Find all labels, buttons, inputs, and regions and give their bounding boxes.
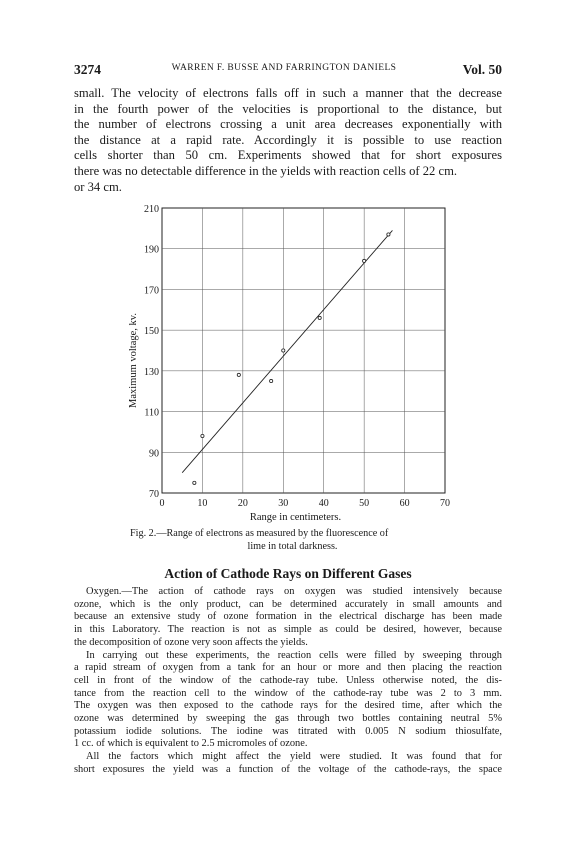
caption-line-2: lime in total darkness.: [247, 540, 338, 552]
caption-line-1: Fig. 2.—Range of electrons as measured by the fluorescence of: [130, 528, 389, 539]
y-tick-label: 70: [149, 489, 159, 500]
y-tick-label: 130: [144, 366, 159, 378]
intro-line: in the fourth power of the velocities is proportional to the distance, but: [74, 101, 502, 116]
y-axis-label: Maximum voltage, kv.: [128, 313, 139, 408]
body-text: [74, 586, 502, 777]
x-tick-label: 0: [159, 498, 165, 509]
x-tick-label: 20: [237, 498, 248, 509]
body-line: the decomposition of ozone very soon affects the yields.: [74, 636, 308, 648]
body-line: cell in front of the window of the cathode-ray tube. Unless otherwise noted, the dis-: [74, 674, 502, 686]
body-line: in this Laboratory. The reaction is not as simple as could be desired, however, because: [74, 624, 502, 636]
running-authors: WARREN F. BUSSE AND FARRINGTON DANIELS: [171, 63, 397, 73]
x-tick-label: 50: [359, 498, 370, 509]
intro-line: small. The velocity of electrons falls off in such a manner that the decrease: [74, 86, 502, 100]
intro-line: there was no detectable difference in the yields with reaction cells of 22 cm.: [74, 163, 458, 178]
plot-frame: [162, 208, 445, 493]
x-tick-label: 30: [278, 498, 289, 509]
x-tick-label: 40: [318, 498, 329, 509]
y-tick-label: 210: [144, 204, 159, 215]
x-tick-label: 60: [399, 498, 410, 509]
body-line: 1 cc. of which is equivalent to 2.5 micromoles of ozone.: [74, 738, 308, 750]
body-line: short exposures the yield was a function of the voltage of the cathode-rays, the space: [74, 763, 502, 775]
volume-number: Vol. 50: [462, 62, 502, 77]
body-line: because an extensive study of ozone formation in the electrical discharge has been made: [74, 611, 502, 623]
page-number: 3274: [74, 62, 101, 77]
data-point: [282, 349, 285, 352]
figure-caption: [130, 528, 455, 553]
body-line: In carrying out these experiments, the reaction cells were filled by sweeping through: [86, 649, 502, 661]
y-tick-label: 150: [144, 326, 159, 338]
data-point: [363, 259, 366, 262]
body-line: Oxygen.—The action of cathode rays on oxygen was studied intensively because: [86, 586, 502, 597]
data-point: [387, 233, 390, 236]
intro-line: cells shorter than 50 cm. Experiments showed that for short exposures: [74, 148, 502, 163]
data-point: [193, 481, 196, 484]
body-line: ozone was determined by sweeping the gas through two bottles containing neutral 5%: [74, 713, 502, 725]
body-line: ozone, which is the only product, can be determined accurately in small amounts and: [74, 598, 502, 610]
y-tick-label: 190: [144, 244, 159, 256]
x-tick-label: 10: [197, 498, 208, 509]
y-tick-label: 110: [144, 407, 159, 419]
y-tick-label: 90: [149, 448, 159, 460]
y-tick-label: 170: [144, 285, 159, 297]
data-point: [201, 434, 204, 437]
body-line: a rapid stream of oxygen from a tank for an hour or more and then placing the reaction: [74, 662, 502, 674]
intro-line: the number of electrons crossing a unit area decreases exponentially with: [74, 117, 502, 132]
intro-line: the distance at a rapid rate. Accordingly it is possible to use reaction: [74, 132, 502, 147]
body-line: potassium iodide solutions. The iodine was titrated with 0.005 N sodium thiosulfate,: [74, 725, 502, 737]
fit-line: [182, 230, 392, 472]
data-point: [237, 373, 240, 376]
data-point: [318, 316, 321, 319]
body-line: All the factors which might affect the yield were studied. It was found that for: [86, 751, 502, 763]
x-axis-label: Range in centimeters.: [249, 512, 342, 523]
data-point: [270, 379, 273, 382]
intro-line: or 34 cm.: [74, 179, 122, 194]
body-line: The oxygen was then exposed to the cathode rays for the desired time, after which the: [74, 700, 502, 712]
x-tick-label: 70: [440, 498, 450, 509]
section-title: Action of Cathode Rays on Different Gases: [164, 566, 412, 581]
body-line: tance from the reaction cell to the window of the cathode-ray tube was 2 to 3 mm.: [74, 687, 502, 699]
